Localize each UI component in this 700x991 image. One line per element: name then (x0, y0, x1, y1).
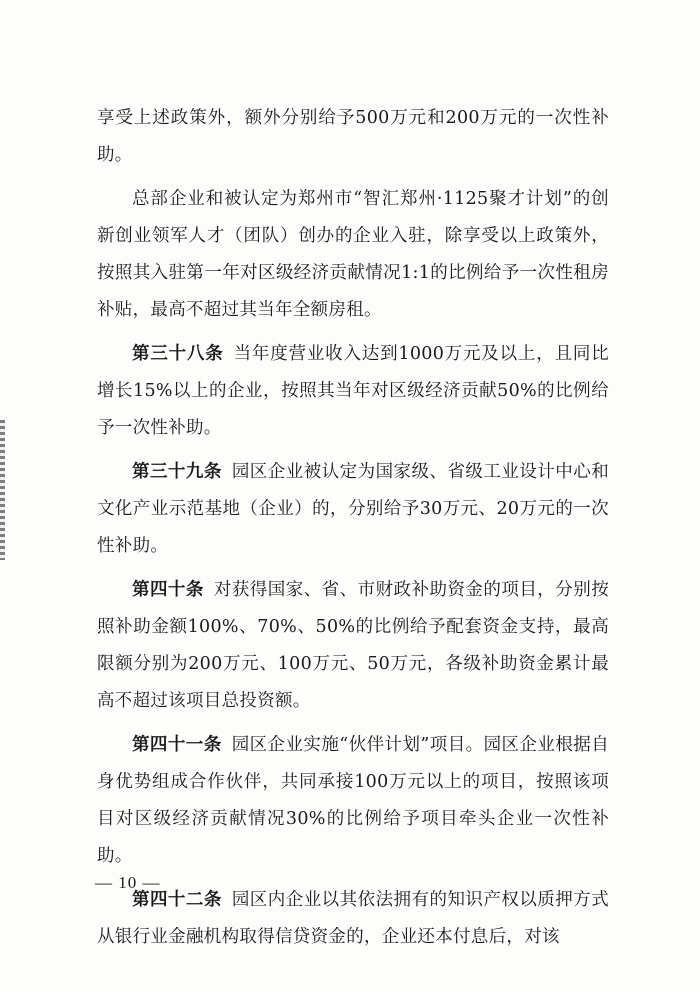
article-41 (97, 727, 609, 875)
article-text: 园区内企业以其依法拥有的知识产权以质押方式从银行业金融机构取得信贷资金的，企业还本付息后，对该 (97, 890, 609, 947)
article-text: 当年度营业收入达到1000万元及以上，且同比增长15%以上的企业，按照其当年对区级经济贡献50%的比例给予一次性补助。 (97, 344, 609, 438)
article-text: 园区企业被认定为国家级、省级工业设计中心和文化产业示范基地（企业）的，分别给予30万元、20万元的一次性补助。 (97, 462, 609, 556)
paragraph-text: 总部企业和被认定为郑州市“智汇郑州·1125聚才计划”的创新创业领军人才（团队）创办的企业入驻，除享受以上政策外，按照其入驻第一年对区级经济贡献情况1:1的比例给予一次性租房补贴，最高不超过其当年全额房租。 (97, 189, 609, 320)
page-number: — 10 — (95, 873, 161, 892)
article-title: 第四十条 (132, 580, 204, 600)
article-title: 第三十九条 (132, 462, 222, 482)
scan-binding-edge (0, 420, 5, 560)
article-42 (97, 882, 609, 956)
article-text: 对获得国家、省、市财政补助资金的项目，分别按照补助金额100%、70%、50%的比例给予配套资金支持，最高限额分别为200万元、100万元、50万元，各级补助资金累计最高不超过该项目总投资额。 (97, 580, 609, 711)
paragraph-continuation (97, 100, 609, 174)
article-title: 第四十一条 (132, 735, 222, 755)
article-39 (97, 454, 609, 565)
article-38 (97, 336, 609, 447)
paragraph-text: 享受上述政策外，额外分别给予500万元和200万元的一次性补助。 (97, 108, 609, 165)
article-title: 第四十二条 (132, 890, 222, 910)
article-40 (97, 572, 609, 720)
article-title: 第三十八条 (132, 344, 224, 364)
article-text: 园区企业实施“伙伴计划”项目。园区企业根据自身优势组成合作伙伴，共同承接100万元以上的项目，按照该项目对区级经济贡献情况30%的比例给予项目牵头企业一次性补助。 (97, 735, 610, 866)
document-body (97, 100, 609, 963)
paragraph-body (97, 181, 609, 329)
